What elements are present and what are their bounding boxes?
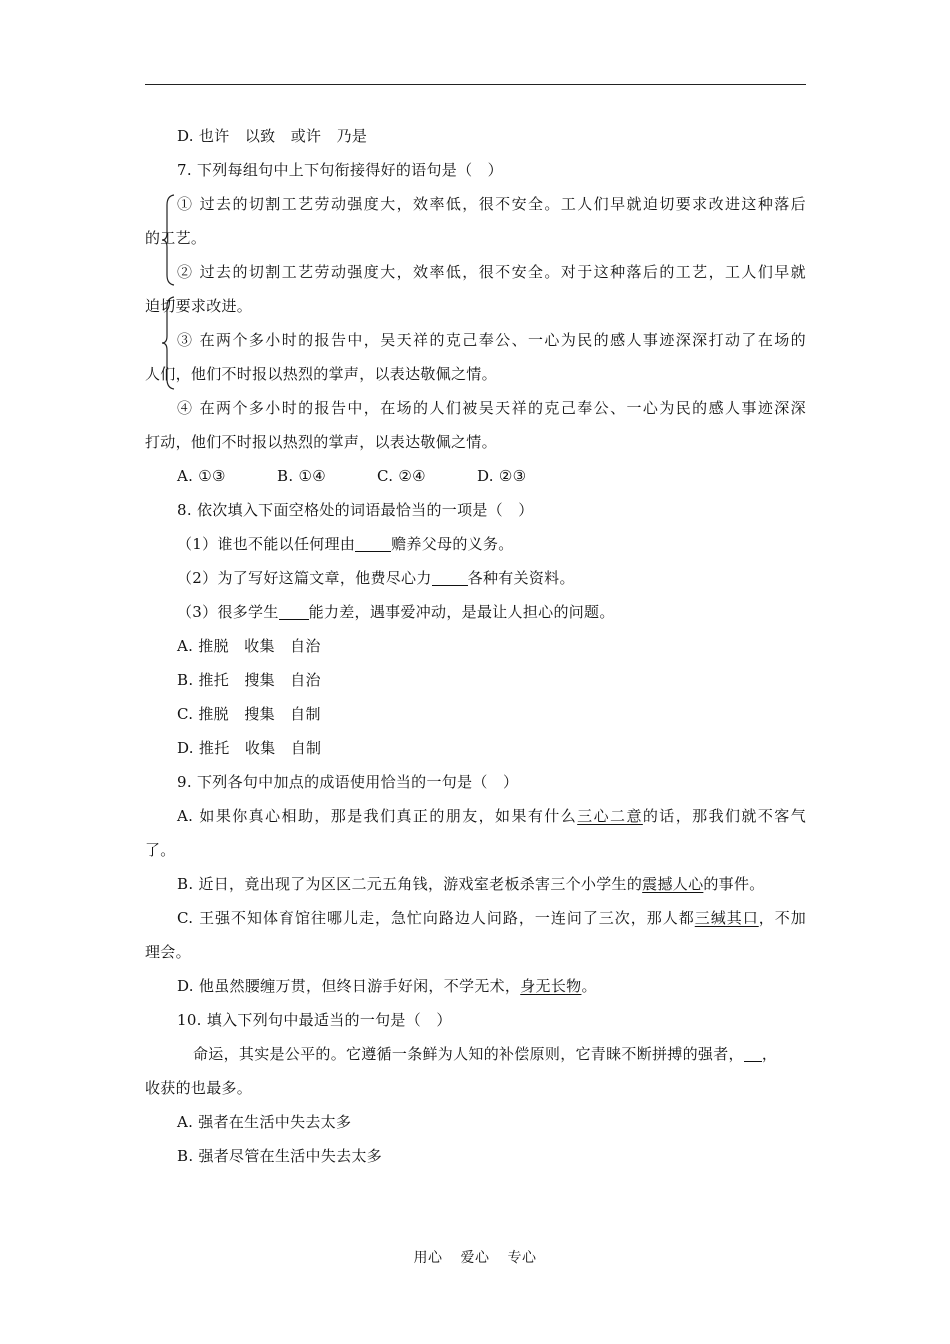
footer-word-1: 用心	[413, 1250, 443, 1266]
q10-passage-line-2: 收获的也最多。	[145, 1079, 253, 1097]
q8-option-d: D. 推托 收集 自制	[177, 739, 322, 757]
idiom-underlined: 三心二意	[577, 807, 643, 825]
q8-sentence-3: （3）很多学生 能力差，遇事爱冲动，是最让人担心的问题。	[177, 603, 615, 621]
idiom-underlined: 震撼人心	[642, 875, 704, 893]
footer-word-2: 爱心	[460, 1250, 490, 1266]
q8-sentence-2: （2）为了写好这篇文章，他费尽心力 各种有关资料。	[177, 569, 575, 587]
q8-stem: 8. 依次填入下面空格处的词语最恰当的一项是（ ）	[177, 501, 534, 519]
q7-option-d: D. ②③	[477, 467, 527, 485]
q9-option-d: D. 他虽然腰缠万贯，但终日游手好闲，不学无术，身无长物。	[177, 977, 597, 995]
q7-options	[145, 459, 806, 493]
q7-option-a: A. ①③	[177, 467, 226, 485]
q9-option-c-line-1: C. 王强不知体育馆往哪儿走，急忙向路边人问路，一连问了三次，那人都三缄其口，不加	[177, 909, 806, 927]
q7-sentence-1-line-2: 的工艺。	[145, 229, 207, 247]
q7-sentence-2-line-2: 迫切要求改进。	[145, 297, 253, 315]
q8-option-a: A. 推脱 收集 自治	[177, 637, 321, 655]
q10-option-b: B. 强者尽管在生活中失去太多	[177, 1147, 383, 1165]
q10-option-a: A. 强者在生活中失去太多	[177, 1113, 352, 1131]
header-rule	[145, 84, 806, 85]
blank-line	[432, 570, 468, 586]
q7-sentence-1-line-1: ① 过去的切割工艺劳动强度大，效率低，很不安全。工人们早就迫切要求改进这种落后	[177, 195, 806, 213]
q8-option-b: B. 推托 搜集 自治	[177, 671, 321, 689]
q10-stem: 10. 填入下列句中最适当的一句是（ ）	[177, 1011, 452, 1029]
q7-sentence-4-line-1: ④ 在两个多小时的报告中，在场的人们被吴天祥的克己奉公、一心为民的感人事迹深深	[177, 399, 806, 417]
blank-line	[744, 1046, 762, 1062]
q9-option-a-line-2: 了。	[145, 841, 176, 859]
q6-option-d: D. 也许 以致 或许 乃是	[177, 127, 368, 145]
idiom-underlined: 身无长物	[520, 977, 582, 995]
q7-option-b: B. ①④	[277, 467, 326, 485]
q9-stem: 9. 下列各句中加点的成语使用恰当的一句是（ ）	[177, 773, 519, 791]
q7-sentence-4-line-2: 打动，他们不时报以热烈的掌声，以表达敬佩之情。	[145, 433, 497, 451]
q7-sentence-3-line-1: ③ 在两个多小时的报告中，吴天祥的克己奉公、一心为民的感人事迹深深打动了在场的	[177, 331, 806, 349]
q9-option-a-line-1: A. 如果你真心相助，那是我们真正的朋友，如果有什么三心二意的话，那我们就不客气	[177, 807, 806, 825]
blank-line	[355, 536, 391, 552]
q8-sentence-1: （1）谁也不能以任何理由 赡养父母的义务。	[177, 535, 514, 553]
q7-sentence-3-line-2: 人们，他们不时报以热烈的掌声，以表达敬佩之情。	[145, 365, 497, 383]
q7-stem: 7. 下列每组句中上下句衔接得好的语句是（ ）	[177, 161, 503, 179]
idiom-underlined: 三缄其口	[694, 909, 759, 927]
q7-option-c: C. ②④	[377, 467, 426, 485]
q10-passage-line-1: 命运，其实是公平的。它遵循一条鲜为人知的补偿原则，它青睐不断拼搏的强者， ，	[193, 1045, 778, 1063]
q8-option-c: C. 推脱 搜集 自制	[177, 705, 321, 723]
q7-sentence-2-line-1: ② 过去的切割工艺劳动强度大，效率低，很不安全。对于这种落后的工艺，工人们早就	[177, 263, 806, 281]
q9-option-b: B. 近日，竟出现了为区区二元五角钱，游戏室老板杀害三个小学生的震撼人心的事件。	[177, 875, 765, 893]
q9-option-c-line-2: 理会。	[145, 943, 191, 961]
blank-line	[279, 604, 309, 620]
page-footer	[0, 1247, 950, 1267]
document-content	[145, 119, 806, 1173]
footer-word-3: 专心	[507, 1250, 537, 1266]
